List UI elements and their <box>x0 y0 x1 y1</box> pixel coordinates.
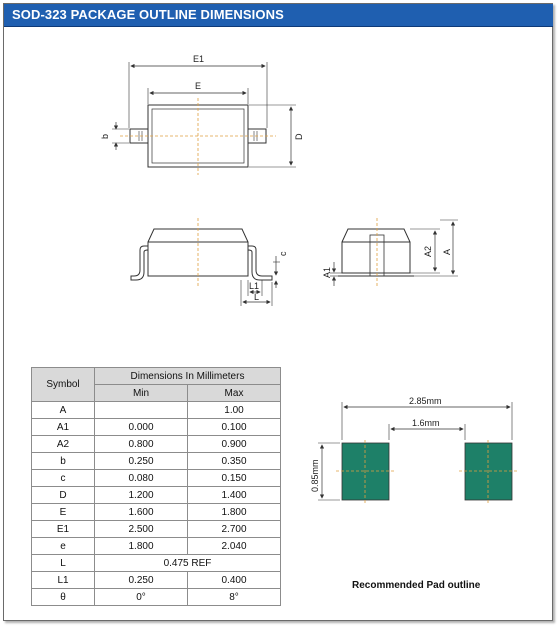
table-row: θ 0° 8° <box>32 589 281 606</box>
label-l: L <box>254 292 260 302</box>
table-row: L1 0.250 0.400 <box>32 572 281 589</box>
table-row: E1 2.500 2.700 <box>32 521 281 538</box>
dimensions-group-header: Dimensions In Millimeters <box>95 368 281 385</box>
pad-gap-label: 1.6mm <box>412 418 440 428</box>
table-row: E 1.600 1.800 <box>32 504 281 521</box>
table-row: c 0.080 0.150 <box>32 470 281 487</box>
label-l1: L1 <box>249 281 260 291</box>
table-row: A2 0.800 0.900 <box>32 436 281 453</box>
table-row: A1 0.000 0.100 <box>32 419 281 436</box>
label-e: E <box>195 81 202 91</box>
label-b: b <box>100 133 110 139</box>
pad-height-label: 0.85mm <box>310 459 320 492</box>
end-view <box>330 218 458 286</box>
table-row: e 1.800 2.040 <box>32 538 281 555</box>
table-row: b 0.250 0.350 <box>32 453 281 470</box>
label-c: c <box>278 251 288 256</box>
label-a2: A2 <box>423 245 433 257</box>
label-d: D <box>294 133 304 140</box>
min-header: Min <box>95 385 188 402</box>
symbol-header: Symbol <box>32 368 95 402</box>
table-row: D 1.200 1.400 <box>32 487 281 504</box>
label-e1: E1 <box>193 54 205 64</box>
pad-caption: Recommended Pad outline <box>352 580 481 591</box>
dimensions-table <box>31 367 281 606</box>
pad-overall-label: 2.85mm <box>409 396 442 406</box>
table-row: A 1.00 <box>32 402 281 419</box>
top-view <box>112 62 296 175</box>
right-pad <box>465 443 512 500</box>
left-pad <box>342 443 389 500</box>
label-a1: A1 <box>322 266 332 278</box>
label-a: A <box>442 248 452 255</box>
page-title: SOD-323 PACKAGE OUTLINE DIMENSIONS <box>12 7 284 22</box>
max-header: Max <box>188 385 281 402</box>
table-row: L 0.475 REF <box>32 555 281 572</box>
